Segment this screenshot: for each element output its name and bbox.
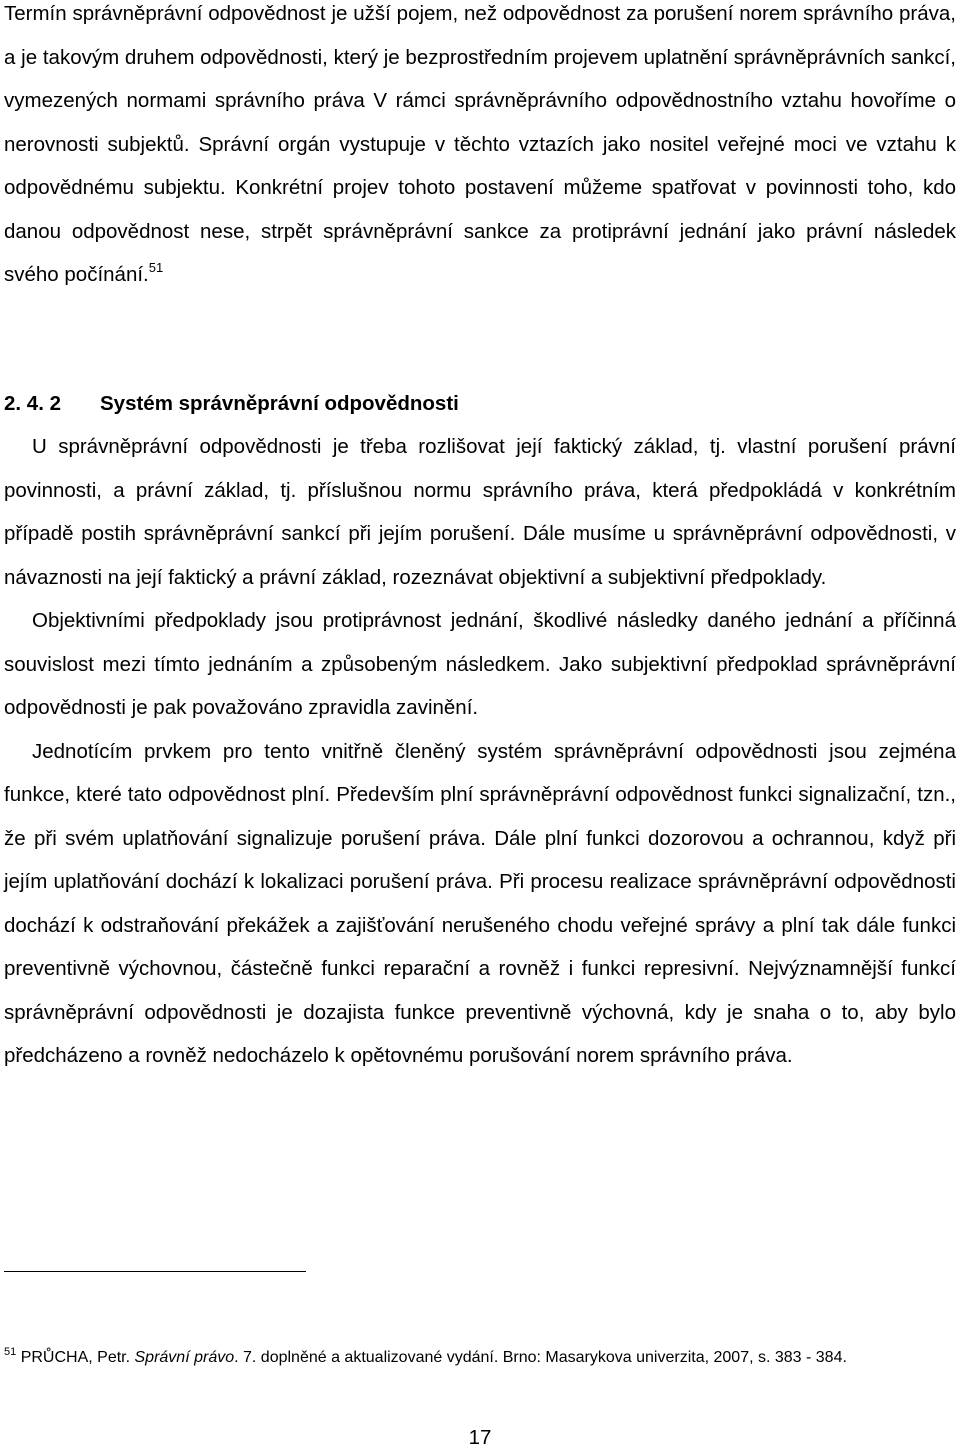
footnote-author: PRŮCHA, Petr. — [16, 1349, 135, 1366]
section-title: Systém správněprávní odpovědnosti — [100, 392, 459, 415]
footnote-separator — [4, 1271, 306, 1272]
footnote-reference[interactable]: 51 — [148, 260, 164, 275]
footnote — [4, 1346, 956, 1370]
footnote-title: Správní právo — [134, 1349, 235, 1366]
page-number: 17 — [468, 1426, 492, 1449]
footnote-marker: 51 — [4, 1346, 17, 1358]
section-body — [4, 425, 956, 1078]
paragraph-text: Termín správněprávní odpovědnost je užší pojem, než odpovědnost za porušení norem správního práva, a je takovým druhem odpovědnosti, který je bezprostředním projevem uplatnění správněprávních sankcí, vymezených normami správního práva V rámci správněprávního odpovědnostního vztahu hovoříme o nerovnosti subjektů. Správní orgán vystupuje v těchto vztazích jako nositel veřejné moci ve vztahu k odpovědnému subjektu. Konkrétní projev tohoto postavení můžeme spatřovat v povinnosti toho, kdo danou odpovědnost nese, strpět správněprávní sankce za protiprávní jednání jako právní následek svého počínání. — [4, 2, 956, 286]
paragraph-objective-prerequisites: Objektivními předpoklady jsou protiprávnost jednání, škodlivé následky daného jednání a příčinná souvislost mezi tímto jednáním a způsobeným následkem. Jako subjektivní předpoklad správněprávní odpovědnosti je pak považováno zpravidla zavinění. — [4, 609, 956, 719]
paragraph-functions: Jednotícím prvkem pro tento vnitřně členěný systém správněprávní odpovědnosti jsou zejména funkce, které tato odpovědnost plní. Především plní správněprávní odpovědnost funkci signalizační, tzn., že při svém uplatňování signalizuje porušení práva. Dále plní funkci dozorovou a ochrannou, když při jejím uplatňování dochází k lokalizaci porušení práva. Při procesu realizace správněprávní odpovědnosti dochází k odstraňování překážek a zajišťování nerušeného chodu veřejné správy a plní tak dále funkci preventivně výchovnou, částečně funkci reparační a rovněž i funkci represivní. Nejvýznamnější funkcí správněprávní odpovědnosti je dozajista funkce preventivně výchovná, kdy je snaha o to, aby bylo předcházeno a rovněž nedocházelo k opětovnému porušování norem správního práva. — [4, 739, 956, 1067]
footnote-details: . 7. doplněné a aktualizované vydání. Brno: Masarykova univerzita, 2007, s. 383 - 384. — [234, 1349, 847, 1366]
section-number: 2. 4. 2 — [4, 392, 61, 415]
section-heading — [4, 382, 956, 426]
paragraph-basis: U správněprávní odpovědnosti je třeba rozlišovat její faktický základ, tj. vlastní porušení právní povinnosti, a právní základ, tj. příslušnou normu správního práva, která předpokládá v konkrétním případě postih správněprávní sankcí při jejím porušení. Dále musíme u správněprávní odpovědnosti, v návaznosti na její faktický a právní základ, rozeznávat objektivní a subjektivní předpoklady. — [4, 435, 956, 589]
paragraph-responsibility-definition — [4, 0, 956, 297]
